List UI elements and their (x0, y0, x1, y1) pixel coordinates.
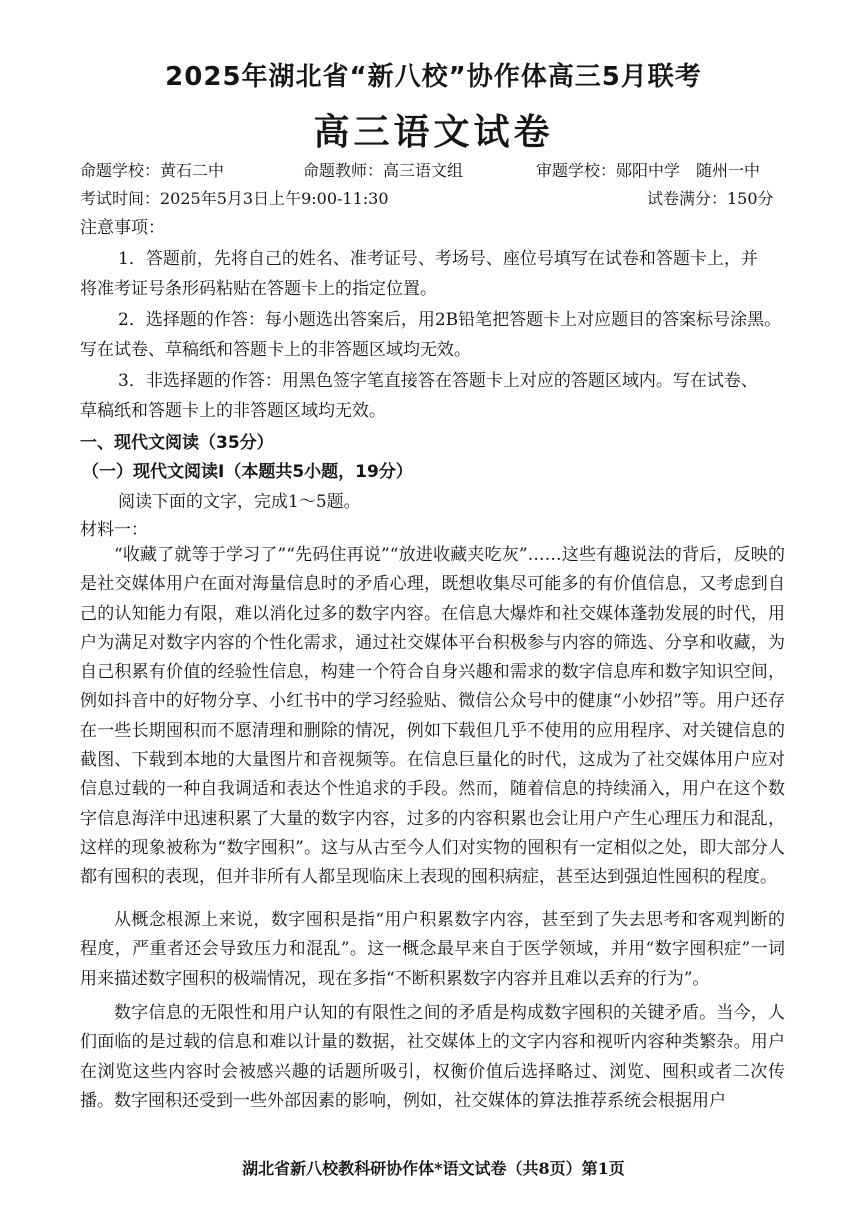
material-label: 材料一： (80, 520, 148, 540)
exam-title: 2025年湖北省“新八校”协作体高三5月联考 (165, 62, 702, 92)
meta-time: 考试时间：2025年5月3日上午9:00-11:30 (80, 189, 389, 208)
meta-reviewers: 审题学校：郧阳中学 随州一中 (536, 161, 761, 180)
meta-teacher: 命题教师：高三语文组 (303, 161, 464, 180)
notice-item-2-cont: 写在试卷、草稿纸和答题卡上的非答题区域均无效。 (80, 340, 471, 360)
paragraph-1: “收藏了就等于学习了”“先码住再说”“放进收藏夹吃灰”……这些有趣说法的背后，反映的是社交媒体用户在面对海量信息时的矛盾心理，既想收集尽可能多的有价值信息，又考虑到自己的认知能力有限，难以消化过多的数字内容。在信息大爆炸和社交媒体蓬勃发展的时代，用户为满足对数字内容的个性化需求，通过社交媒体平台积极参与内容的筛选、分享和收藏，为自己积累有价值的经验性信息，构建一个符合自身兴趣和需求的数字信息库和数字知识空间，例如抖音中的好物分享、小红书中的学习经验贴、微信公众号中的健康“小妙招”等。用户还存在一些长期囤积而不愿清理和删除的情况，例如下载但几乎不使用的应用程序、对关键信息的截图、下载到本地的大量图片和音视频等。在信息巨量化的时代，这成为了社交媒体用户应对信息过载的一种自我调适和表达个性追求的手段。然而，随着信息的持续涌入，用户在这个数字信息海洋中迅速积累了大量的数字内容，过多的内容积累也会让用户产生心理压力和混乱，这样的现象被称为“数字囤积”。这与从古至今人们对实物的囤积有一定相似之处，即大部分人都有囤积的表现，但并非所有人都呈现临床上表现的囤积病症，甚至达到强迫性囤积的程度。 (80, 545, 785, 888)
paragraph-2: 从概念根源上来说，数字囤积是指“用户积累数字内容，甚至到了失去思考和客观判断的程度，严重者还会导致压力和混乱”。这一概念最早来自于医学领域，并用“数字囤积症”一词用来描述数字囤积的极端情况，现在多指“不断积累数字内容并且难以丢弃的行为”。 (80, 910, 785, 989)
paper-title: 高三语文试卷 (313, 112, 554, 153)
section-subtitle: （一）现代文阅读Ⅰ（本题共5小题，19分） (82, 462, 413, 482)
notice-item-2: 2．选择题的作答：每小题选出答案后，用2B铅笔把答题卡上对应题目的答案标号涂黑。 (118, 310, 782, 330)
notice-item-1-cont: 将准考证号条形码粘贴在答题卡上的指定位置。 (80, 279, 437, 299)
notice-item-1: 1．答题前，先将自己的姓名、准考证号、考场号、座位号填写在试卷和答题卡上，并 (118, 249, 758, 269)
page-footer: 湖北省新八校教科研协作体*语文试卷（共8页）第1页 (242, 1159, 625, 1178)
reading-instruction: 阅读下面的文字，完成1～5题。 (118, 492, 361, 512)
notice-item-3: 3．非选择题的作答：用黑色签字笔直接答在答题卡上对应的答题区域内。写在试卷、 (118, 371, 758, 391)
notice-item-3-cont: 草稿纸和答题卡上的非答题区域均无效。 (80, 401, 386, 421)
section-title: 一、现代文阅读（35分） (80, 433, 274, 453)
meta-school: 命题学校：黄石二中 (80, 161, 225, 180)
paragraph-3: 数字信息的无限性和用户认知的有限性之间的矛盾是构成数字囤积的关键矛盾。当今，人们面临的是过载的信息和难以计量的数据，社交媒体上的文字内容和视听内容种类繁杂。用户在浏览这些内容时会被感兴趣的话题所吸引，权衡价值后选择略过、浏览、囤积或者二次传播。数字囤积还受到一些外部因素的影响，例如，社交媒体的算法推荐系统会根据用户 (80, 1003, 785, 1111)
notice-heading: 注意事项： (80, 218, 165, 238)
meta-score: 试卷满分：150分 (647, 189, 774, 208)
